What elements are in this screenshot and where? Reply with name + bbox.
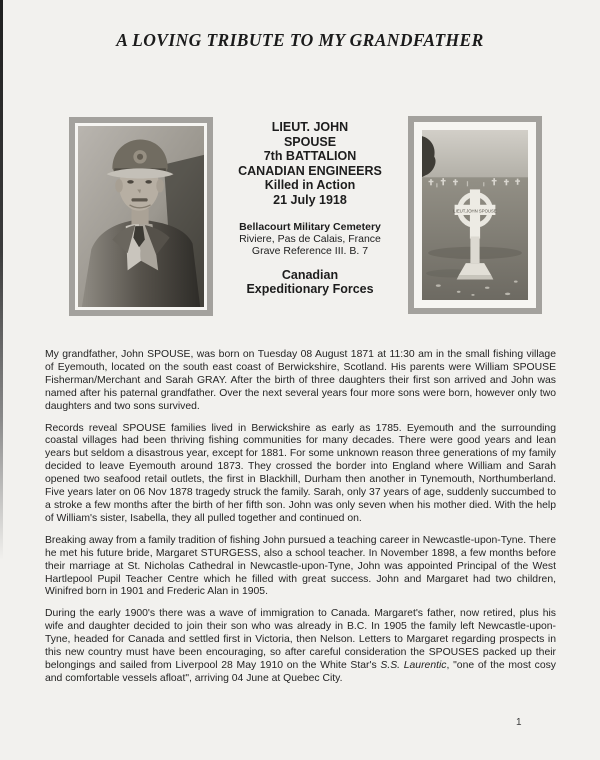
page-title: A LOVING TRIBUTE TO MY GRANDFATHER — [116, 30, 484, 50]
surname-line: SPOUSE — [283, 134, 337, 149]
portrait-photo-matte — [75, 123, 207, 310]
paragraph-family-history: Records reveal SPOUSE families lived in Berwickshire as early as 1785. Eyemouth and the surrounding coastal villages had been thriving fishing communities for many decades. There were good years and lean years but seldom a disastrous year, except for 1881. For some unknown reason three generations of my family decided to leave Eyemouth around 1873. They crossed the border into England where William and Sarah opened two seafood retail outlets, the first in Blackhill, Durham then another in Tynemouth, Northumberland. Five years later on 06 Nov 1878 tragedy struck the family. Sarah, only 37 years of age, suddenly succumbed to a stroke a few months after the birth of her fifth son. John was only seven when his mother died. With the help of William's sister, Isabella, they all pulled together and continued on. — [45, 422, 556, 524]
page-number: 1 — [516, 717, 522, 728]
grave-marker-text: LIEUT.JOHN SPOUSE — [453, 208, 497, 214]
battalion-line: 7th BATTALION — [263, 149, 357, 164]
cemetery-location: Riviere, Pas de Calais, France — [239, 232, 381, 245]
cemetery-name: Bellacourt Military Cemetery — [239, 220, 381, 233]
paragraph-birth: My grandfather, John SPOUSE, was born on Tuesday 08 August 1871 at 11:30 am in the small fishing village of Eyemouth, located on the south east coast of Berwickshire, Scotland. His parents were William SPOUSE Fisherman/Merchant and Sarah GRAY. After the birth of three daughters their first son arrived and John was named after his paternal grandfather. Over the next several years four more sons were born, however only two daughters and two sons survived. — [45, 349, 556, 412]
name-rank-block — [200, 120, 420, 208]
death-date-line: 21 July 1918 — [273, 192, 347, 207]
grave-photo-matte — [414, 122, 536, 308]
scan-edge-shadow — [0, 0, 3, 560]
force-block — [200, 269, 420, 297]
grave-reference: Grave Reference III. B. 7 — [251, 245, 369, 258]
paragraph-emigration-end: , "one of the most cosy and comfortable vessels afloat", arriving 04 June at Quebec City. — [45, 659, 556, 684]
grave-marker-image — [422, 130, 528, 300]
paragraph-emigration-start: During the early 1900's there was a wave of immigration to Canada. Margaret's father, now retired, plus his wife and daughter decided to join their son who was already in B.C. In 1905 the family left Newcastle-upon-Tyne, headed for Canada and settled first in Victoria, then Nelson. Letters to Margaret regarding prospects in this new country must have been encouraging, so after careful consideration the SPOUSES packed up their belongings and sailed from Liverpool 28 May 1910 on the White Star's — [45, 608, 556, 671]
biography-text — [45, 349, 556, 695]
cemetery-block — [200, 221, 420, 258]
unit-line: CANADIAN ENGINEERS — [238, 163, 382, 178]
force-line-2: Expeditionary Forces — [246, 281, 374, 296]
force-line-1: Canadian — [281, 267, 339, 282]
portrait-photo — [69, 117, 213, 316]
rank-name-line-1: LIEUT. JOHN — [271, 120, 349, 134]
killed-in-action-line: Killed in Action — [264, 178, 356, 193]
memorial-header — [200, 120, 420, 296]
grave-photo — [408, 116, 542, 314]
soldier-portrait-image — [78, 126, 204, 307]
ship-name: S.S. Laurentic — [380, 659, 447, 671]
paragraph-teaching-career: Breaking away from a family tradition of fishing John pursued a teaching career in Newcastle-upon-Tyne. There he met his future bride, Margaret STURGESS, also a school teacher. In November 1898, a few months before their marriage at St. Nicholas Cathedral in Newcastle-upon-Tyne, John was appointed Principal of the West Hartlepool Pupil Teacher Centre which he filled with great success. John and Margaret had two children, Winifred born in 1901 and Frederic Alan in 1905. — [45, 534, 556, 598]
paragraph-emigration — [45, 608, 556, 685]
